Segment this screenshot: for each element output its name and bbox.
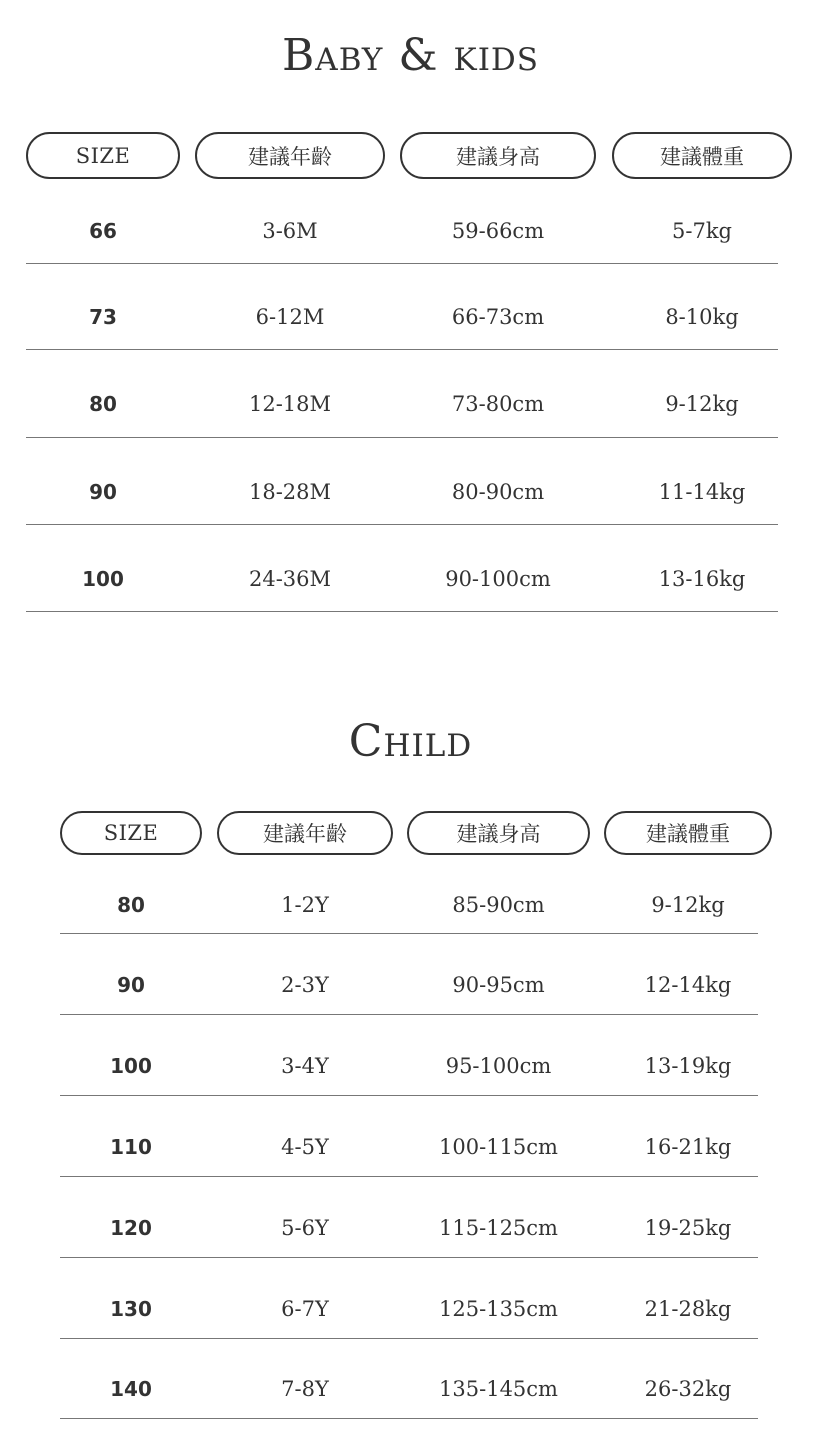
size-cell: 100 xyxy=(82,567,124,591)
child-header-height: 建議身高 xyxy=(407,811,590,855)
weight-cell: 12-14kg xyxy=(644,973,732,997)
age-cell: 24-36M xyxy=(248,567,332,591)
age-cell: 3-4Y xyxy=(281,1054,329,1078)
size-cell: 100 xyxy=(110,1054,152,1078)
table-row xyxy=(26,567,778,612)
age-cell: 6-7Y xyxy=(281,1297,329,1321)
age-cell: 12-18M xyxy=(248,392,332,416)
baby-kids-header-height: 建議身高 xyxy=(400,132,596,179)
age-cell: 18-28M xyxy=(248,480,332,504)
child-header-size: SIZE xyxy=(60,811,202,855)
height-cell: 135-145cm xyxy=(439,1377,558,1401)
age-cell: 5-6Y xyxy=(281,1216,329,1240)
child-header-weight: 建議體重 xyxy=(604,811,772,855)
age-cell: 3-6M xyxy=(262,219,318,243)
table-row xyxy=(60,1054,758,1096)
height-cell: 80-90cm xyxy=(451,480,545,504)
size-cell: 110 xyxy=(110,1135,152,1159)
weight-cell: 21-28kg xyxy=(644,1297,732,1321)
size-cell: 66 xyxy=(89,219,117,243)
weight-cell: 13-16kg xyxy=(658,567,746,591)
weight-cell: 9-12kg xyxy=(665,392,739,416)
table-row xyxy=(60,1377,758,1419)
weight-cell: 16-21kg xyxy=(644,1135,732,1159)
size-cell: 90 xyxy=(89,480,117,504)
height-cell: 59-66cm xyxy=(451,219,545,243)
weight-cell: 8-10kg xyxy=(665,305,739,329)
table-row xyxy=(26,305,778,350)
size-cell: 120 xyxy=(110,1216,152,1240)
size-cell: 140 xyxy=(110,1377,152,1401)
height-cell: 90-100cm xyxy=(445,567,551,591)
weight-cell: 19-25kg xyxy=(644,1216,732,1240)
size-cell: 73 xyxy=(89,305,117,329)
table-row xyxy=(60,1216,758,1258)
weight-cell: 11-14kg xyxy=(658,480,746,504)
age-cell: 1-2Y xyxy=(281,893,329,917)
table-row xyxy=(26,392,778,438)
size-cell: 80 xyxy=(117,893,145,917)
weight-cell: 13-19kg xyxy=(644,1054,732,1078)
age-cell: 6-12M xyxy=(255,305,325,329)
size-cell: 90 xyxy=(117,973,145,997)
table-row xyxy=(60,1297,758,1339)
height-cell: 90-95cm xyxy=(452,973,545,997)
table-row xyxy=(26,219,778,264)
baby-kids-header-weight: 建議體重 xyxy=(612,132,792,179)
table-row xyxy=(26,480,778,525)
child-title: Child xyxy=(348,716,473,767)
child-header-age: 建議年齡 xyxy=(217,811,393,855)
table-row xyxy=(60,1135,758,1177)
height-cell: 73-80cm xyxy=(451,392,545,416)
baby-kids-header-size: SIZE xyxy=(26,132,180,179)
size-cell: 80 xyxy=(89,392,117,416)
baby-kids-header-age: 建議年齡 xyxy=(195,132,385,179)
height-cell: 100-115cm xyxy=(439,1135,558,1159)
height-cell: 115-125cm xyxy=(439,1216,558,1240)
age-cell: 4-5Y xyxy=(281,1135,329,1159)
baby-kids-title: Baby & kids xyxy=(281,30,540,81)
age-cell: 2-3Y xyxy=(281,973,329,997)
height-cell: 85-90cm xyxy=(452,893,545,917)
age-cell: 7-8Y xyxy=(281,1377,329,1401)
height-cell: 125-135cm xyxy=(439,1297,558,1321)
size-cell: 130 xyxy=(110,1297,152,1321)
table-row xyxy=(60,973,758,1015)
table-row xyxy=(60,893,758,934)
height-cell: 95-100cm xyxy=(445,1054,552,1078)
weight-cell: 5-7kg xyxy=(672,219,732,243)
height-cell: 66-73cm xyxy=(451,305,545,329)
weight-cell: 9-12kg xyxy=(651,893,725,917)
weight-cell: 26-32kg xyxy=(644,1377,732,1401)
